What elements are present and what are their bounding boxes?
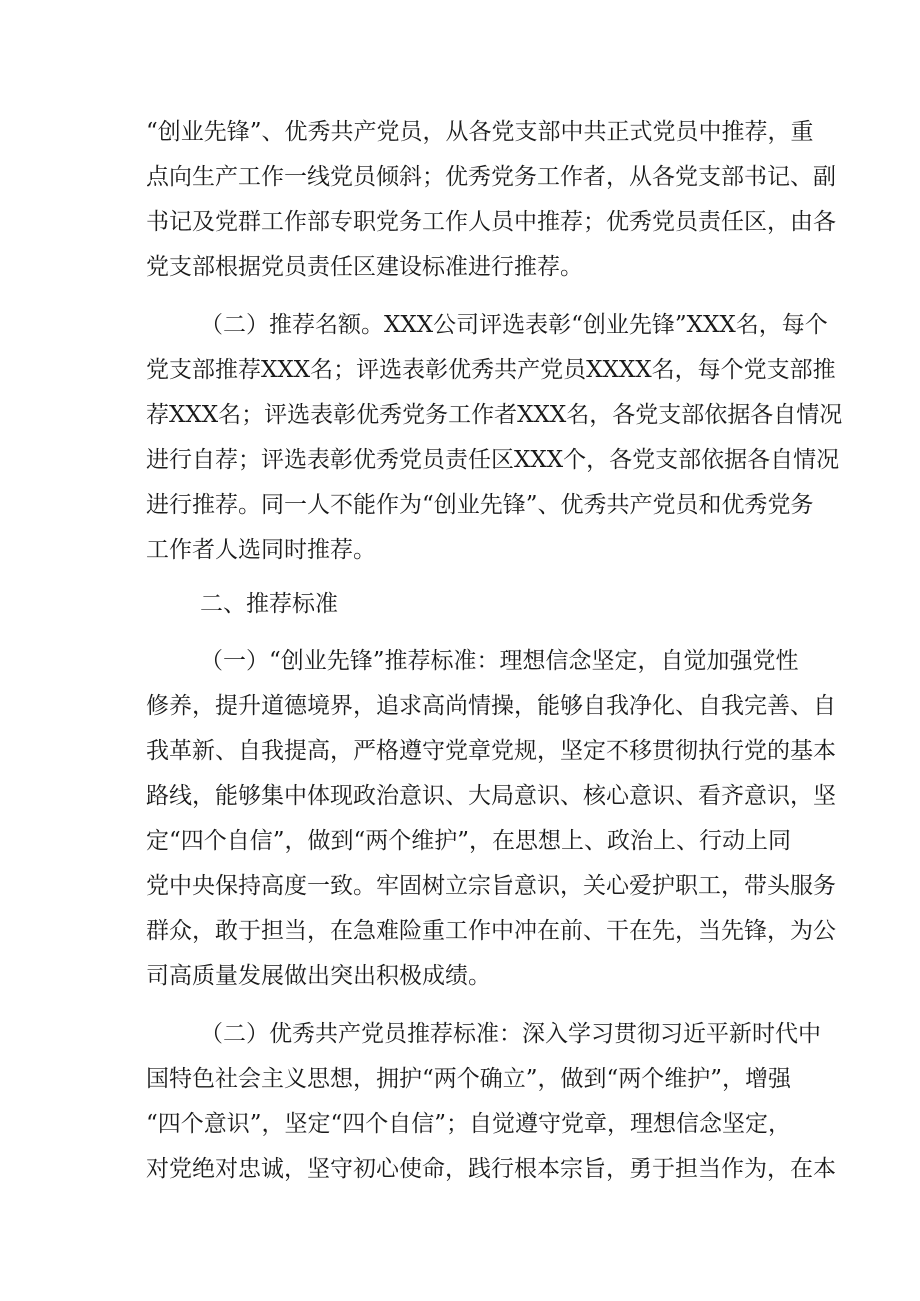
paragraph-2-line-4: 进行自荐；评选表彰优秀党员责任区XXX个，各党支部依据各自情况 bbox=[146, 447, 840, 473]
paragraph-1-line-1: “创业先锋”、优秀共产党员，从各党支部中共正式党员中推荐，重 bbox=[146, 119, 814, 145]
paragraph-3-line-6: 党中央保持高度一致。牢固树立宗旨意识，关心爱护职工，带头服务 bbox=[146, 873, 836, 899]
paragraph-3-line-7: 群众，敢于担当，在急难险重工作中冲在前、干在先，当先锋，为公 bbox=[146, 918, 836, 944]
paragraph-2-line-5: 进行推荐。同一人不能作为“创业先锋”、优秀共产党员和优秀党务 bbox=[146, 492, 814, 518]
paragraph-3-line-4: 路线，能够集中体现政治意识、大局意识、核心意识、看齐意识，坚 bbox=[146, 783, 836, 809]
paragraph-2-line-6: 工作者人选同时推荐。 bbox=[146, 537, 376, 563]
paragraph-3-line-3: 我革新、自我提高，严格遵守党章党规，坚定不移贯彻执行党的基本 bbox=[146, 738, 836, 764]
paragraph-1-line-2: 点向生产工作一线党员倾斜；优秀党务工作者，从各党支部书记、副 bbox=[146, 164, 836, 190]
paragraph-2-line-2: 党支部推荐XXX名；评选表彰优秀共产党员XXXX名，每个党支部推 bbox=[146, 357, 836, 383]
paragraph-4-line-1: （二）优秀共产党员推荐标准：深入学习贯彻习近平新时代中 bbox=[200, 1021, 821, 1047]
paragraph-2-line-3: 荐XXX名；评选表彰优秀党务工作者XXX名，各党支部依据各自情况 bbox=[146, 402, 843, 428]
section-heading: 二、推荐标准 bbox=[200, 591, 338, 617]
paragraph-2-line-1: （二）推荐名额。XXX公司评选表彰“创业先锋”XXX名，每个 bbox=[200, 312, 828, 338]
paragraph-3-line-2: 修养，提升道德境界，追求高尚情操，能够自我净化、自我完善、自 bbox=[146, 693, 836, 719]
paragraph-4-line-2: 国特色社会主义思想，拥护“两个确立”，做到“两个维护”，增强 bbox=[146, 1066, 792, 1092]
paragraph-1-line-4: 党支部根据党员责任区建设标准进行推荐。 bbox=[146, 254, 583, 280]
paragraph-3-line-8: 司高质量发展做出突出积极成绩。 bbox=[146, 963, 491, 989]
paragraph-1-line-3: 书记及党群工作部专职党务工作人员中推荐；优秀党员责任区，由各 bbox=[146, 209, 836, 235]
paragraph-4-line-3: “四个意识”，坚定“四个自信”；自觉遵守党章，理想信念坚定， bbox=[146, 1111, 792, 1137]
paragraph-4-line-4: 对党绝对忠诚，坚守初心使命，践行根本宗旨，勇于担当作为，在本 bbox=[146, 1156, 836, 1182]
paragraph-3-line-5: 定“四个自信”，做到“两个维护”，在思想上、政治上、行动上同 bbox=[146, 828, 792, 854]
paragraph-3-line-1: （一）“创业先锋”推荐标准：理想信念坚定，自觉加强党性 bbox=[200, 648, 799, 674]
